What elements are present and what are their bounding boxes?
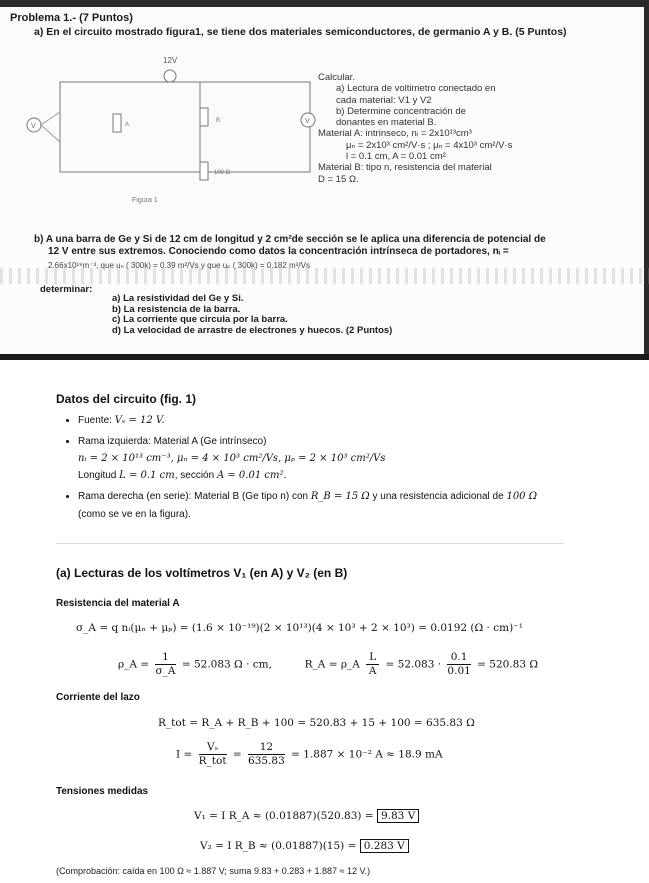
list-item: d) La velocidad de arrastre de electrones y huecos. (2 Puntos) bbox=[112, 324, 393, 336]
section-heading bbox=[56, 566, 616, 580]
scanned-exam bbox=[0, 0, 649, 360]
text-span: , sección bbox=[174, 470, 217, 481]
material-a-label: A bbox=[125, 122, 130, 128]
calc-b1: b) Determine concentración de bbox=[336, 105, 466, 117]
frac-num: Vₛ bbox=[199, 741, 227, 755]
eq-v2 bbox=[200, 840, 409, 852]
calc-m1: Material A: intrinseco, nᵢ = 2x10¹³cm³ bbox=[318, 128, 472, 140]
list-item: c) La corriente que circula por la barra. bbox=[112, 314, 288, 326]
circuit-figure bbox=[20, 52, 320, 212]
list-item bbox=[78, 435, 616, 483]
calc-m2: μₙ = 2x10³ cm²/V·s ; μₙ = 4x10³ cm²/V·s bbox=[346, 139, 513, 151]
frac-num: 0.1 bbox=[447, 651, 470, 665]
part-a-statement: a) En el circuito mostrado figura1, se tiene dos materiales semiconductores, de germanio A y B. (5 Puntos) bbox=[34, 26, 567, 38]
datos-title: Datos del circuito (fig. 1) bbox=[56, 392, 197, 406]
res-a-title: Resistencia del material A bbox=[56, 598, 180, 609]
math-span: R_A = ρ_A bbox=[304, 658, 360, 671]
bullet2-line2 bbox=[78, 469, 616, 483]
bullet1-math: Vₛ = 12 V. bbox=[114, 415, 165, 426]
text-span: (como se ve en la figura). bbox=[78, 509, 191, 520]
source-label: 12V bbox=[163, 56, 178, 65]
frac-num: L bbox=[366, 651, 379, 665]
text-span: y una resistencia adicional de bbox=[369, 491, 507, 502]
frac-rho bbox=[155, 651, 175, 678]
math-span: ρ_A = bbox=[118, 658, 153, 671]
frac-i2 bbox=[248, 741, 285, 768]
frac-num: 12 bbox=[248, 741, 285, 755]
source-icon bbox=[164, 70, 176, 82]
frac-den: σ_A bbox=[155, 665, 176, 677]
math-span: = 1.887 × 10⁻² A ≈ 18.9 mA bbox=[291, 748, 443, 761]
part-b-line2: 12 V entre sus extremos. Conociendo como datos la concentración intrínseca de portadores, nᵢ = bbox=[48, 246, 509, 257]
frac-den: R_tot bbox=[198, 755, 227, 767]
frac-num: 1 bbox=[155, 651, 175, 665]
tension-title: Tensiones medidas bbox=[56, 786, 149, 797]
list-item bbox=[78, 414, 616, 428]
calc-m4: Material B: tipo n, resistencia del material bbox=[318, 162, 492, 174]
list-item: b) La resistencia de la barra. bbox=[112, 303, 241, 315]
math-span: A = 0.01 cm². bbox=[216, 470, 287, 481]
list-item bbox=[78, 490, 616, 522]
scan-right-border bbox=[644, 0, 649, 360]
frac-ra bbox=[447, 651, 470, 678]
frac-den: 635.83 bbox=[248, 755, 285, 767]
material-b-block bbox=[200, 108, 208, 126]
bullet1-label: Fuente: bbox=[78, 415, 115, 426]
math-span: V₂ = I R_B ≈ (0.01887)(15) = bbox=[200, 840, 360, 852]
determinar-list bbox=[112, 294, 392, 336]
divider bbox=[56, 543, 564, 544]
circuit-loop bbox=[60, 82, 310, 172]
determinar-label: determinar: bbox=[40, 284, 93, 295]
lazo-title: Corriente del lazo bbox=[56, 692, 140, 703]
solution-datos bbox=[56, 392, 616, 529]
math-span: = 52.083 Ω · cm, bbox=[181, 658, 272, 671]
text-span: Longitud bbox=[78, 470, 120, 481]
math-span: V₁ = I R_A ≈ (0.01887)(520.83) = bbox=[194, 810, 377, 822]
frac-la bbox=[366, 651, 379, 678]
material-b-label: B bbox=[216, 118, 221, 124]
scan-top-border bbox=[0, 0, 649, 7]
resistor-label: 100 Ω bbox=[214, 170, 231, 176]
math-span: = 520.83 Ω bbox=[477, 658, 539, 671]
calc-a2: cada material: V1 y V2 bbox=[336, 94, 432, 106]
math-span: L = 0.1 cm bbox=[119, 470, 175, 481]
calc-m5: D = 15 Ω. bbox=[318, 173, 359, 185]
bullet2-label: • Rama izquierda: Material A (Ge intrínseco) bbox=[78, 436, 267, 447]
resistor-100 bbox=[200, 162, 208, 180]
eq-rtot: R_tot = R_A + R_B + 100 = 520.83 + 15 + 100 = 635.83 Ω bbox=[158, 717, 475, 729]
material-a-block bbox=[113, 114, 121, 132]
frac-den: A bbox=[368, 665, 377, 677]
calc-b2: donantes en material B. bbox=[336, 117, 437, 129]
frac-i bbox=[199, 741, 227, 768]
math-span: R_B = 15 Ω bbox=[310, 491, 370, 502]
calc-a1: a) Lectura de voltimetro conectado en bbox=[336, 83, 496, 95]
eq-v1 bbox=[194, 810, 419, 822]
eq-current bbox=[176, 741, 443, 768]
figure-caption: Figura 1 bbox=[132, 197, 158, 204]
math-span: = bbox=[232, 748, 246, 761]
math-span: I = bbox=[176, 748, 196, 761]
math-span: 100 Ω bbox=[506, 491, 538, 502]
voltmeter-right-label: V bbox=[305, 118, 310, 125]
scan-noise bbox=[0, 268, 649, 284]
part-b-line3: 2.66x10¹⁹m⁻³, que uₙ ( 300k) = 0.39 m²/Vs y que uₚ ( 300k) = 0.182 m²/Vs bbox=[48, 261, 310, 270]
answer-box-v1: 9.83 V bbox=[377, 809, 419, 823]
voltmeter-left-label: V bbox=[31, 123, 36, 130]
section-title: (a) Lecturas de los voltímetros V₁ (en A) y V₂ (en B) bbox=[56, 566, 348, 580]
eq-rho bbox=[118, 651, 538, 678]
list-item: a) La resistividad del Ge y Si. bbox=[112, 293, 244, 304]
bullet2-math: nᵢ = 2 × 10¹³ cm⁻³, μₙ = 4 × 10³ cm²/Vs, μₚ = 2 × 10³ cm²/Vs bbox=[78, 453, 386, 464]
text-span: Rama derecha (en serie): Material B (Ge tipo n) con bbox=[78, 491, 311, 502]
frac-den: 0.01 bbox=[447, 665, 471, 677]
check-note: (Comprobación: caída en 100 Ω ≈ 1.887 V; suma 9.83 + 0.283 + 1.887 ≈ 12 V.) bbox=[56, 866, 371, 876]
math-span: = 52.083 · bbox=[385, 658, 445, 671]
calc-title: Calcular. bbox=[318, 72, 355, 83]
eq-sigma: σ_A = q nᵢ(μₙ + μₚ) = (1.6 × 10⁻¹⁹)(2 × 10¹³)(4 × 10³ + 2 × 10³) = 0.0192 (Ω · cm)⁻¹ bbox=[76, 622, 523, 634]
part-b-line1: b) A una barra de Ge y Si de 12 cm de longitud y 2 cm²de sección se le aplica una diferencia de potencial de bbox=[34, 234, 546, 245]
calc-block bbox=[318, 72, 548, 185]
answer-box-v2: 0.283 V bbox=[360, 839, 409, 853]
part-b-statement bbox=[34, 234, 634, 270]
problem-title: Problema 1.- (7 Puntos) bbox=[10, 12, 133, 24]
calc-m3: l = 0.1 cm, A = 0.01 cm² bbox=[346, 151, 446, 163]
